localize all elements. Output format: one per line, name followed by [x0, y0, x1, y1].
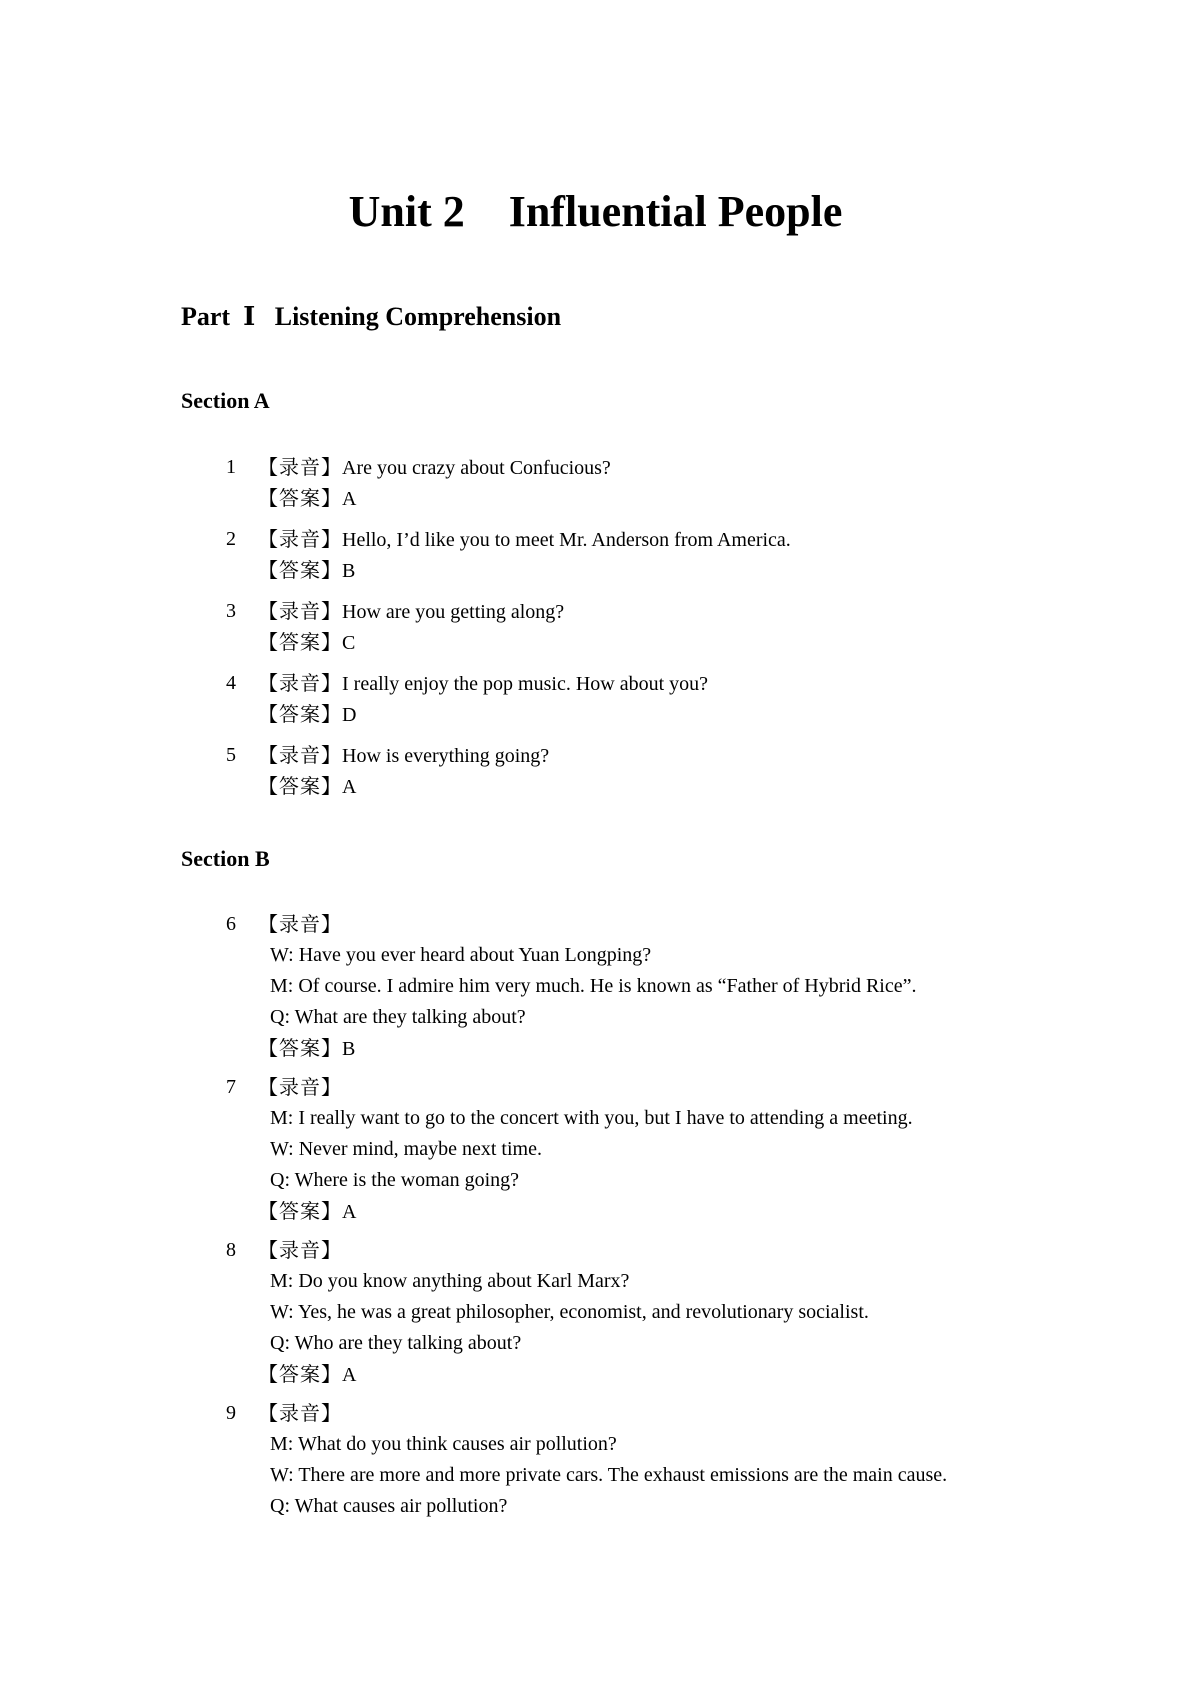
section-a-items [0, 452, 1191, 812]
answer-tag: 【答案】 [258, 774, 342, 798]
item-number: 1 [226, 456, 236, 478]
part-heading: Part Ⅰ Listening Comprehension [181, 302, 562, 331]
item-number: 9 [226, 1402, 236, 1424]
item-number: 4 [226, 672, 236, 694]
dialogue-text: M: What do you think causes air pollution? [270, 1433, 617, 1455]
recording-tag: 【录音】 [258, 599, 342, 623]
recording-tag-group [258, 909, 342, 941]
recording-tag: 【录音】 [258, 912, 342, 936]
dialogue-line [0, 1165, 1191, 1196]
recording-tag: 【录音】 [258, 1238, 342, 1262]
dialogue-line [0, 1002, 1191, 1033]
list-item [0, 596, 1191, 658]
recording-text: How is everything going? [342, 745, 550, 767]
unit-title: Unit 2 Influential People [348, 187, 843, 236]
answer-group [258, 483, 356, 515]
dialogue-text: W: There are more and more private cars. The exhaust emissions are the main cause. [270, 1464, 948, 1486]
section-b-heading: Section B [181, 846, 270, 871]
dialogue-text: Q: What causes air pollution? [270, 1495, 508, 1517]
answer-group [258, 555, 355, 587]
answer-value: A [342, 776, 357, 798]
item-number: 6 [226, 913, 236, 935]
recording-tag: 【录音】 [258, 671, 342, 695]
recording-line [0, 452, 1191, 483]
dialogue-text: M: I really want to go to the concert with you, but I have to attending a meeting. [270, 1107, 913, 1129]
recording-tag: 【录音】 [258, 1075, 342, 1099]
recording-line [0, 1235, 1191, 1266]
answer-value: A [342, 1201, 357, 1223]
recording-text: I really enjoy the pop music. How about you? [342, 673, 709, 695]
dialogue-line [0, 940, 1191, 971]
answer-tag: 【答案】 [258, 1362, 342, 1386]
answer-group [258, 1359, 356, 1391]
list-item [0, 452, 1191, 514]
dialogue-text: Q: Where is the woman going? [270, 1169, 520, 1191]
recording-line [0, 740, 1191, 771]
recording-tag-group [258, 1072, 342, 1104]
answer-tag: 【答案】 [258, 1199, 342, 1223]
dialogue-text: Q: What are they talking about? [270, 1006, 526, 1028]
section-b-items [0, 909, 1191, 1530]
recording-text-group [258, 740, 549, 772]
dialogue-text: Q: Who are they talking about? [270, 1332, 522, 1354]
dialogue-line [0, 1460, 1191, 1491]
recording-line [0, 668, 1191, 699]
section-a-heading: Section A [181, 388, 270, 413]
answer-line [0, 483, 1191, 514]
recording-text: How are you getting along? [342, 601, 565, 623]
answer-line [0, 771, 1191, 802]
item-number: 8 [226, 1239, 236, 1261]
answer-line [0, 627, 1191, 658]
answer-tag: 【答案】 [258, 630, 342, 654]
recording-text-group [258, 668, 708, 700]
recording-tag: 【录音】 [258, 527, 342, 551]
answer-line [0, 699, 1191, 730]
answer-line [0, 1033, 1191, 1064]
list-item [0, 1235, 1191, 1390]
answer-group [258, 699, 356, 731]
recording-text-group [258, 524, 791, 556]
item-number: 2 [226, 528, 236, 550]
dialogue-line [0, 1103, 1191, 1134]
answer-line [0, 1196, 1191, 1227]
recording-tag: 【录音】 [258, 1401, 342, 1425]
answer-tag: 【答案】 [258, 486, 342, 510]
dialogue-line [0, 1134, 1191, 1165]
answer-tag: 【答案】 [258, 702, 342, 726]
recording-tag-group [258, 1398, 342, 1430]
recording-tag: 【录音】 [258, 455, 342, 479]
recording-text: Are you crazy about Confucious? [342, 457, 611, 479]
answer-line [0, 555, 1191, 586]
answer-value: D [342, 704, 357, 726]
recording-tag: 【录音】 [258, 743, 342, 767]
item-number: 7 [226, 1076, 236, 1098]
answer-group [258, 771, 356, 803]
list-item [0, 909, 1191, 1064]
dialogue-text: W: Never mind, maybe next time. [270, 1138, 542, 1160]
answer-line [0, 1359, 1191, 1390]
list-item [0, 524, 1191, 586]
dialogue-text: W: Have you ever heard about Yuan Longping? [270, 944, 652, 966]
answer-tag: 【答案】 [258, 1036, 342, 1060]
answer-group [258, 1196, 356, 1228]
answer-value: A [342, 1364, 357, 1386]
answer-value: A [342, 488, 357, 510]
recording-line [0, 1398, 1191, 1429]
answer-group [258, 627, 355, 659]
dialogue-line [0, 971, 1191, 1002]
recording-line [0, 1072, 1191, 1103]
recording-text: Hello, I’d like you to meet Mr. Anderson from America. [342, 529, 791, 551]
dialogue-line [0, 1266, 1191, 1297]
dialogue-line [0, 1429, 1191, 1460]
list-item [0, 740, 1191, 802]
recording-text-group [258, 452, 611, 484]
answer-value: C [342, 632, 356, 654]
list-item [0, 668, 1191, 730]
recording-line [0, 596, 1191, 627]
answer-value: B [342, 1038, 356, 1060]
answer-group [258, 1033, 355, 1065]
answer-tag: 【答案】 [258, 558, 342, 582]
list-item [0, 1072, 1191, 1227]
answer-value: B [342, 560, 356, 582]
dialogue-text: M: Do you know anything about Karl Marx? [270, 1270, 630, 1292]
dialogue-text: M: Of course. I admire him very much. He is known as “Father of Hybrid Rice”. [270, 975, 917, 997]
recording-text-group [258, 596, 564, 628]
list-item [0, 1398, 1191, 1522]
dialogue-line [0, 1491, 1191, 1522]
item-number: 3 [226, 600, 236, 622]
dialogue-line [0, 1297, 1191, 1328]
recording-line [0, 909, 1191, 940]
recording-tag-group [258, 1235, 342, 1267]
dialogue-line [0, 1328, 1191, 1359]
dialogue-text: W: Yes, he was a great philosopher, economist, and revolutionary socialist. [270, 1301, 869, 1323]
item-number: 5 [226, 744, 236, 766]
recording-line [0, 524, 1191, 555]
